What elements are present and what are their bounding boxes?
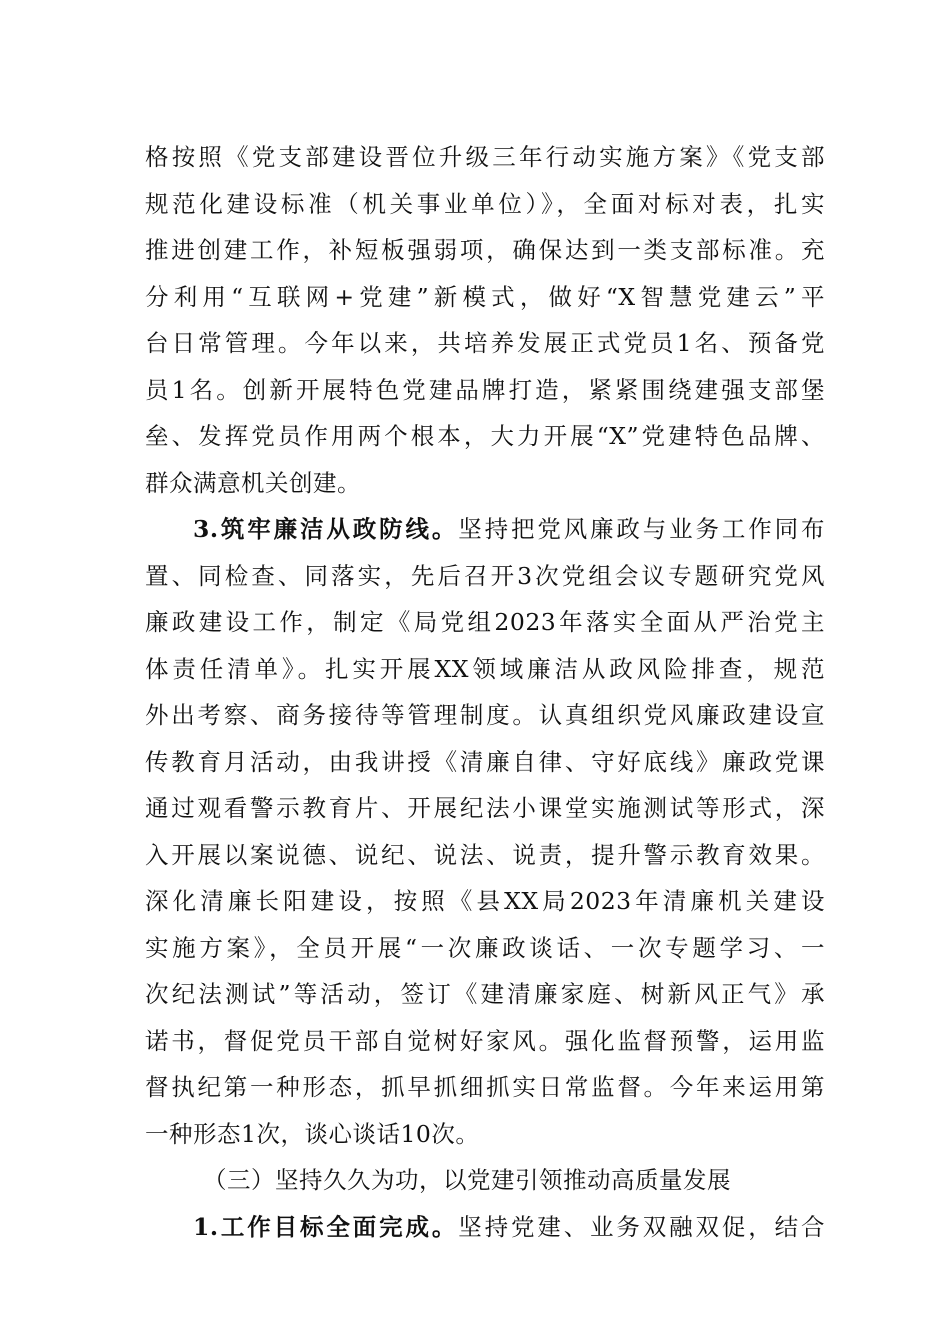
paragraph-2-line-3: 廉政建设工作，制定《局党组2023年落实全面从严治党主 <box>145 608 825 636</box>
paragraph-3-line-1 <box>145 1204 825 1251</box>
paragraph-1-line-5: 台日常管理。今年以来，共培养发展正式党员1名、预备党 <box>145 329 825 357</box>
paragraph-1-line-3: 推进创建工作，补短板强弱项，确保达到一类支部标准。充 <box>145 236 825 264</box>
document-body <box>145 134 825 1250</box>
paragraph-2-line-1 <box>145 506 825 553</box>
paragraph-2-line-8: 入开展以案说德、说纪、说法、说责，提升警示教育效果。 <box>145 840 825 869</box>
paragraph-2-title: 3.筑牢廉洁从政防线。 <box>193 515 459 543</box>
paragraph-1-line-2: 规范化建设标准（机关事业单位）》，全面对标对表，扎实 <box>145 189 825 218</box>
paragraph-3-title: 1.工作目标全面完成。 <box>193 1212 459 1241</box>
paragraph-1-line-4: 分利用“互联网+党建”新模式，做好“X智慧党建云”平 <box>145 282 825 311</box>
section-heading: （三）坚持久久为功，以党建引领推动高质量发展 <box>203 1166 731 1194</box>
paragraph-1-line-6: 员1名。创新开展特色党建品牌打造，紧紧围绕建强支部堡 <box>145 375 825 404</box>
paragraph-1-line-8: 群众满意机关创建。 <box>145 468 361 497</box>
paragraph-2-line-12: 诺书，督促党员干部自觉树好家风。强化监督预警，运用监 <box>145 1026 825 1055</box>
paragraph-2-line-9: 深化清廉长阳建设，按照《县XX局2023年清廉机关建设 <box>145 887 825 915</box>
paragraph-2-line-2: 置、同检查、同落实，先后召开3次党组会议专题研究党风 <box>145 561 825 590</box>
paragraph-2-line-6: 传教育月活动，由我讲授《清廉自律、守好底线》廉政党课 <box>145 747 825 776</box>
paragraph-2-line-10: 实施方案》，全员开展“一次廉政谈话、一次专题学习、一 <box>145 933 825 962</box>
paragraph-1-line-1: 格按照《党支部建设晋位升级三年行动实施方案》《党支部 <box>145 143 825 171</box>
paragraph-2-first-line-text: 坚持把党风廉政与业务工作同布 <box>458 515 825 543</box>
paragraph-3-first-line-text: 坚持党建、业务双融双促，结合 <box>458 1212 825 1241</box>
paragraph-2-line-5: 外出考察、商务接待等管理制度。认真组织党风廉政建设宣 <box>145 701 825 729</box>
paragraph-2-line-11: 次纪法测试”等活动，签订《建清廉家庭、树新风正气》承 <box>145 980 825 1008</box>
paragraph-1-line-7: 垒、发挥党员作用两个根本，大力开展“X”党建特色品牌、 <box>145 422 825 450</box>
paragraph-2-line-4: 体责任清单》。扎实开展XX领域廉洁从政风险排查，规范 <box>145 654 825 683</box>
paragraph-2-line-13: 督执纪第一种形态，抓早抓细抓实日常监督。今年来运用第 <box>145 1073 825 1101</box>
paragraph-2-line-14: 一种形态1次，谈心谈话10次。 <box>145 1119 480 1148</box>
paragraph-2-line-7: 通过观看警示教育片、开展纪法小课堂实施测试等形式，深 <box>145 794 825 822</box>
